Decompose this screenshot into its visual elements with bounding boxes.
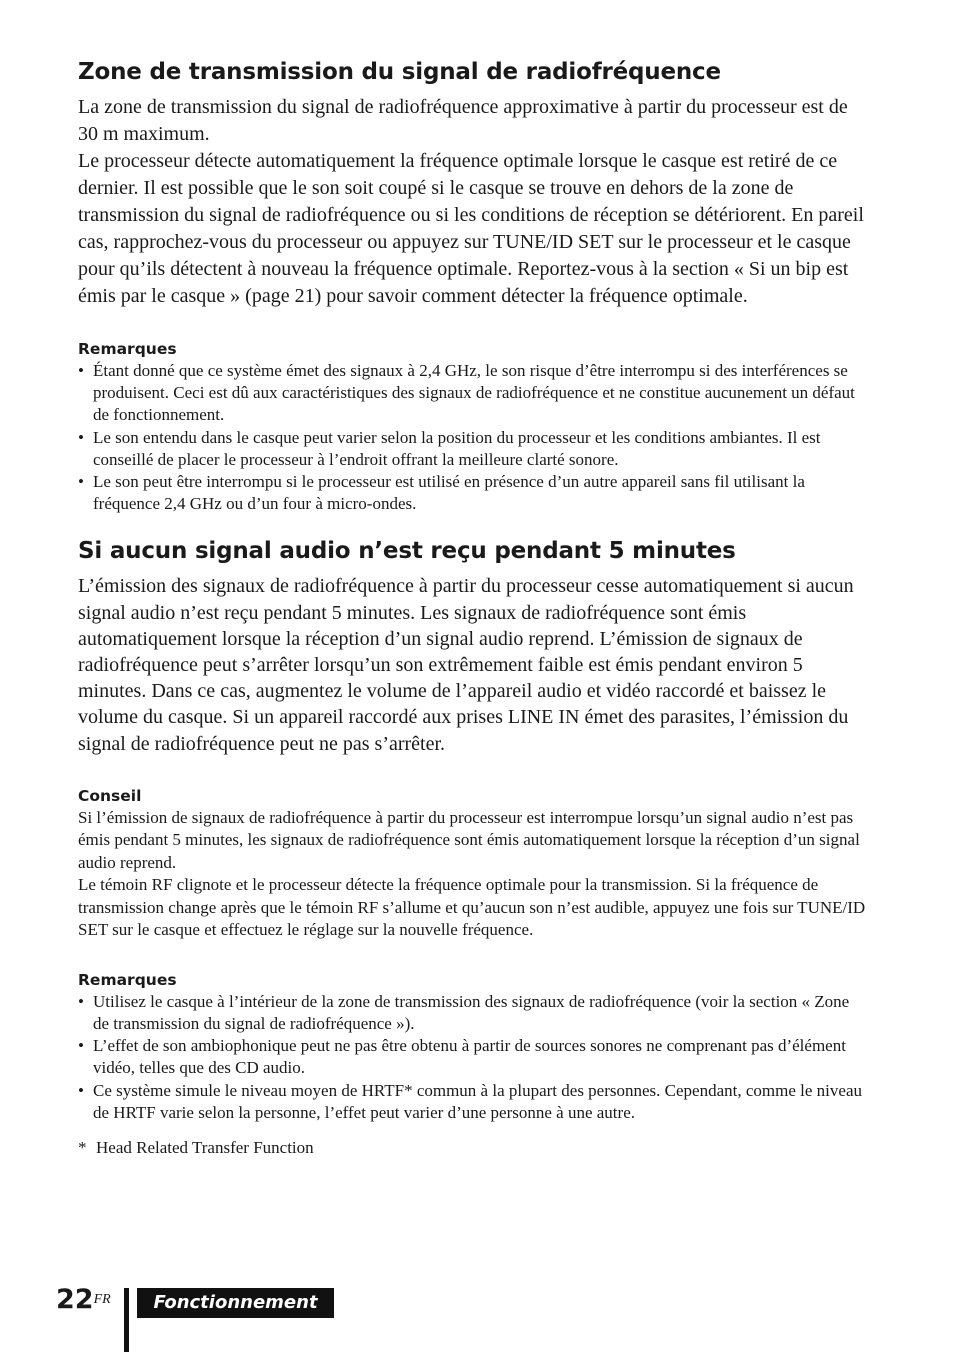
notes-title-1: Remarques bbox=[78, 340, 177, 358]
notes-title-2: Remarques bbox=[78, 970, 177, 989]
list-item: • Ce système simule le niveau moyen de HRTF* commun à la plupart des personnes. Cependant, comme le niveau de HRTF varie selon la personne, l’effet peut varier d’une personne à une autre. bbox=[78, 1080, 862, 1122]
page-content bbox=[78, 56, 868, 1159]
notes-list-2 bbox=[78, 991, 868, 1124]
bullet-glyph: • bbox=[78, 991, 84, 1011]
section-heading-no-audio: Si aucun signal audio n’est reçu pendant 5 minutes bbox=[78, 538, 736, 565]
tip-title: Conseil bbox=[78, 786, 142, 805]
list-item: • L’effet de son ambiophonique peut ne pas être obtenu à partir de sources sonores ne comprenant pas d’élément vidéo, telles que des CD audio. bbox=[78, 1036, 846, 1078]
bullet-glyph: • bbox=[78, 472, 84, 492]
page-language: FR bbox=[93, 1292, 111, 1307]
tip-paragraph-2: Le témoin RF clignote et le processeur détecte la fréquence optimale pour la transmission. Si la fréquence de transmission change après que le témoin RF s’allume et qu’aucun son n’est audible, appuyez une fois sur TUNE/ID SET sur le casque et effectuez le réglage sur la nouvelle fréquence. bbox=[78, 875, 866, 940]
paragraph-auto-stop: L’émission des signaux de radiofréquence à partir du processeur cesse automatiquement si aucun signal audio n’est reçu pendant 5 minutes. Les signaux de radiofréquence sont émis automatiquement lorsque la réception d’un signal audio reprend. L’émission de signaux de radiofréquence peut s’arrêter lorsqu’un son extrêmement faible est émis pendant environ 5 minutes. Dans ce cas, augmentez le volume de l’appareil audio et vidéo raccordé et baissez le volume du casque. Si un appareil raccordé aux prises LINE IN émet des parasites, l’émission du signal de radiofréquence peut ne pas s’arrêter. bbox=[78, 575, 854, 755]
bullet-glyph: • bbox=[78, 1036, 84, 1056]
footnote bbox=[78, 1137, 868, 1159]
tip-paragraph-1: Si l’émission de signaux de radiofréquence à partir du processeur est interrompue lorsqu’un signal audio n’est pas émis pendant 5 minutes, les signaux de radiofréquence sont émis automatiquement lorsque la réception d’un signal audio reprend. bbox=[78, 807, 860, 872]
page-number: $22^{FR}$ bbox=[56, 1284, 111, 1315]
notes-list-1 bbox=[78, 360, 868, 515]
footnote-text: Head Related Transfer Function bbox=[96, 1138, 314, 1158]
list-item: • Utilisez le casque à l’intérieur de la zone de transmission des signaux de radiofréquence (voir la section « Zone de transmission du signal de radiofréquence »). bbox=[78, 991, 850, 1034]
paragraph-range: La zone de transmission du signal de radiofréquence approximative à partir du processeur est de 30 m maximum. bbox=[78, 96, 848, 145]
list-item: • Le son peut être interrompu si le processeur est utilisé en présence d’un autre appareil sans fil utilisant la fréquence 2,4 GHz ou d’un four à micro-ondes. bbox=[78, 472, 805, 514]
list-item: • Le son entendu dans le casque peut varier selon la position du processeur et les conditions ambiantes. Il est conseillé de placer le processeur à l’endroit offrant la meilleure clarté sonore. bbox=[78, 427, 821, 469]
list-item: • Étant donné que ce système émet des signaux à 2,4 GHz, le son risque d’être interrompu si des interférences se produisent. Ceci est dû aux caractéristiques des signaux de radiofréquence et ne constitue aucunement un défaut de fonctionnement. bbox=[78, 361, 855, 425]
paragraph-auto-frequency: Le processeur détecte automatiquement la fréquence optimale lorsque le casque est retiré de ce dernier. Il est possible que le son soit coupé si le casque se trouve en dehors de la zone de transmission du signal de radiofréquence ou si les conditions de réception se détériorent. En pareil cas, rapprochez-vous du processeur ou appuyez sur TUNE/ID SET sur le processeur et le casque pour qu’ils détectent à nouveau la fréquence optimale. Reportez-vous à la section « Si un bip est émis par le casque » (page 21) pour savoir comment détecter la fréquence optimale. bbox=[78, 150, 864, 307]
section-heading-transmission-zone: Zone de transmission du signal de radiofréquence bbox=[78, 59, 721, 85]
bullet-glyph: • bbox=[78, 361, 84, 380]
footnote-mark: * bbox=[78, 1138, 87, 1158]
bullet-glyph: • bbox=[78, 427, 84, 447]
bullet-glyph: • bbox=[78, 1080, 84, 1100]
footer-divider bbox=[124, 1288, 129, 1352]
section-label: Fonctionnement bbox=[137, 1288, 334, 1318]
